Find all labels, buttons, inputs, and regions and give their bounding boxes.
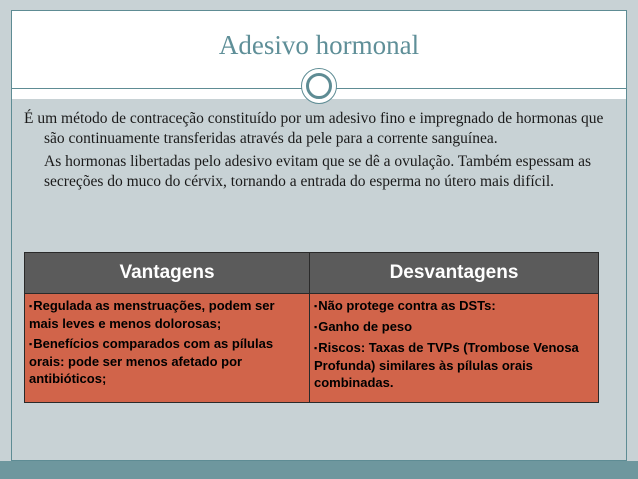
square-bullet-icon: ▪ — [314, 301, 318, 311]
square-bullet-icon: ▪ — [29, 301, 33, 311]
disadvantages-cell — [310, 294, 599, 403]
advantages-cell — [25, 294, 310, 403]
header-disadvantages: Desvantagens — [310, 253, 599, 294]
disadvantage-text: Ganho de peso — [318, 319, 413, 334]
list-item — [29, 297, 305, 332]
list-item — [314, 339, 594, 391]
disadvantage-text: Não protege contra as DSTs: — [318, 298, 496, 313]
disadvantage-text: Riscos: Taxas de TVPs (Trombose Venosa Profunda) similares às pílulas orais combinadas. — [314, 340, 579, 390]
advantage-text: Benefícios comparados com as pílulas orais: pode ser menos afetado por antibióticos; — [29, 336, 274, 386]
comparison-table — [24, 252, 599, 403]
ring-ornament-inner — [306, 73, 332, 99]
footer-band — [0, 461, 638, 479]
square-bullet-icon: ▪ — [29, 339, 33, 349]
table-row — [25, 294, 599, 403]
advantage-text: Regulada as menstruações, podem ser mais leves e menos dolorosas; — [29, 298, 275, 331]
list-item — [314, 318, 594, 336]
body-text — [24, 109, 614, 192]
paragraph-mechanism: As hormonas libertadas pelo adesivo evitam que se dê a ovulação. Também espessam as secreções do muco do cérvix, tornando a entrada do esperma no útero mais difícil. — [44, 153, 591, 190]
table-header-row — [25, 253, 599, 294]
square-bullet-icon: ▪ — [314, 343, 318, 353]
slide-title: Adesivo hormonal — [218, 30, 420, 60]
square-bullet-icon: ▪ — [314, 322, 318, 332]
ring-ornament-icon — [301, 68, 337, 104]
header-advantages: Vantagens — [25, 253, 310, 294]
paragraph-definition: É um método de contraceção constituído por um adesivo fino e impregnado de hormonas que são continuamente transferidas através da pele para a corrente sanguínea. — [24, 110, 604, 147]
list-item — [314, 297, 594, 315]
list-item — [29, 335, 305, 387]
